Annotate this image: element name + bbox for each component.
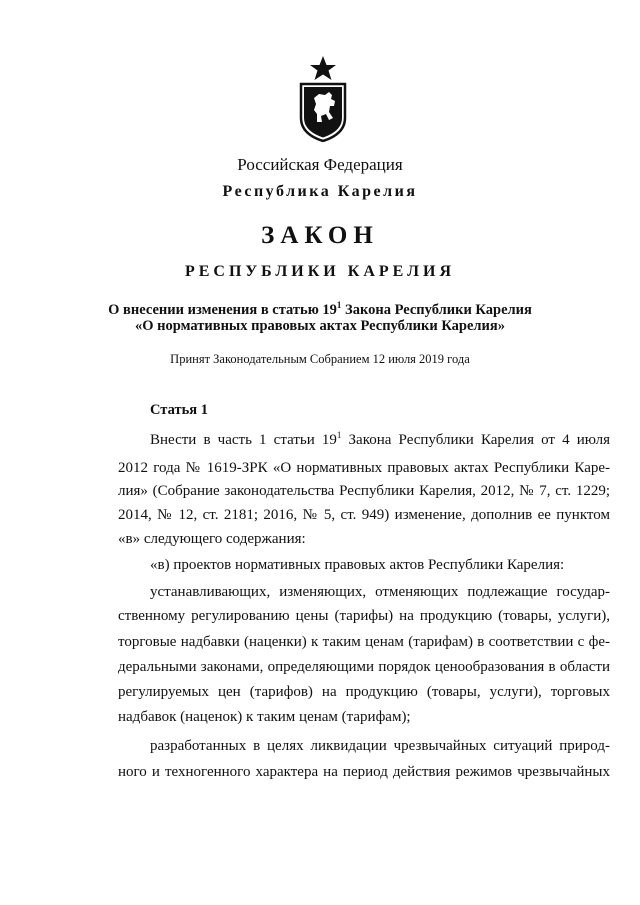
- document-type: ЗАКОН: [261, 222, 379, 249]
- paragraph-line: надбавок (наценок) к таким ценам (тарифам);: [118, 709, 411, 725]
- paragraph-line: торговые надбавки (наценки) к таким ценам (тарифам) в соответствии с фе-: [118, 634, 610, 650]
- paragraph-line: лия» (Собрание законодательства Республики Карелия, 2012, № 7, ст. 1229;: [118, 483, 610, 499]
- document-type-subtitle: РЕСПУБЛИКИ КАРЕЛИЯ: [184, 263, 456, 280]
- paragraph-line: ственному регулированию цены (тарифы) на продукцию (товары, услуги),: [118, 608, 610, 624]
- paragraph-line: устанавливающих, изменяющих, отменяющих подлежащие государ-: [150, 584, 610, 600]
- article-title: Статья 1: [150, 402, 208, 418]
- republic-name: Республика Карелия: [222, 183, 418, 200]
- paragraph-line: «в» следующего содержания:: [118, 531, 306, 547]
- subject-line-1: О внесении изменения в статью $19^1$ Закона Республики Карелия: [108, 300, 532, 318]
- paragraph-line: ного и техногенного характера на период действия режимов чрезвычайных: [118, 764, 610, 780]
- paragraph-line: 2014, № 12, ст. 2181; 2016, № 5, ст. 949) изменение, дополнив ее пунктом: [118, 507, 610, 523]
- paragraph-line: регулируемых цен (тарифов) на продукцию (товары, услуги), торговых: [118, 684, 610, 700]
- adoption-note: Принят Законодательным Собранием 12 июля 2019 года: [170, 352, 470, 366]
- paragraph-line: разработанных в целях ликвидации чрезвычайных ситуаций природ-: [150, 738, 610, 754]
- paragraph-line: Внести в часть 1 статьи $19^1$ Закона Республики Карелия от 4 июля: [150, 430, 610, 448]
- coat-of-arms-emblem: [298, 56, 348, 142]
- paragraph-line: деральными законами, определяющими порядок ценообразования в области: [118, 659, 610, 675]
- country-name: Российская Федерация: [237, 155, 403, 174]
- subject-line-2: «О нормативных правовых актах Республики Карелия»: [135, 318, 505, 334]
- star-icon: [310, 56, 336, 80]
- paragraph-line: «в) проектов нормативных правовых актов Республики Карелия:: [150, 557, 565, 573]
- paragraph-line: 2012 года № 1619-ЗРК «О нормативных правовых актах Республики Каре-: [118, 460, 610, 476]
